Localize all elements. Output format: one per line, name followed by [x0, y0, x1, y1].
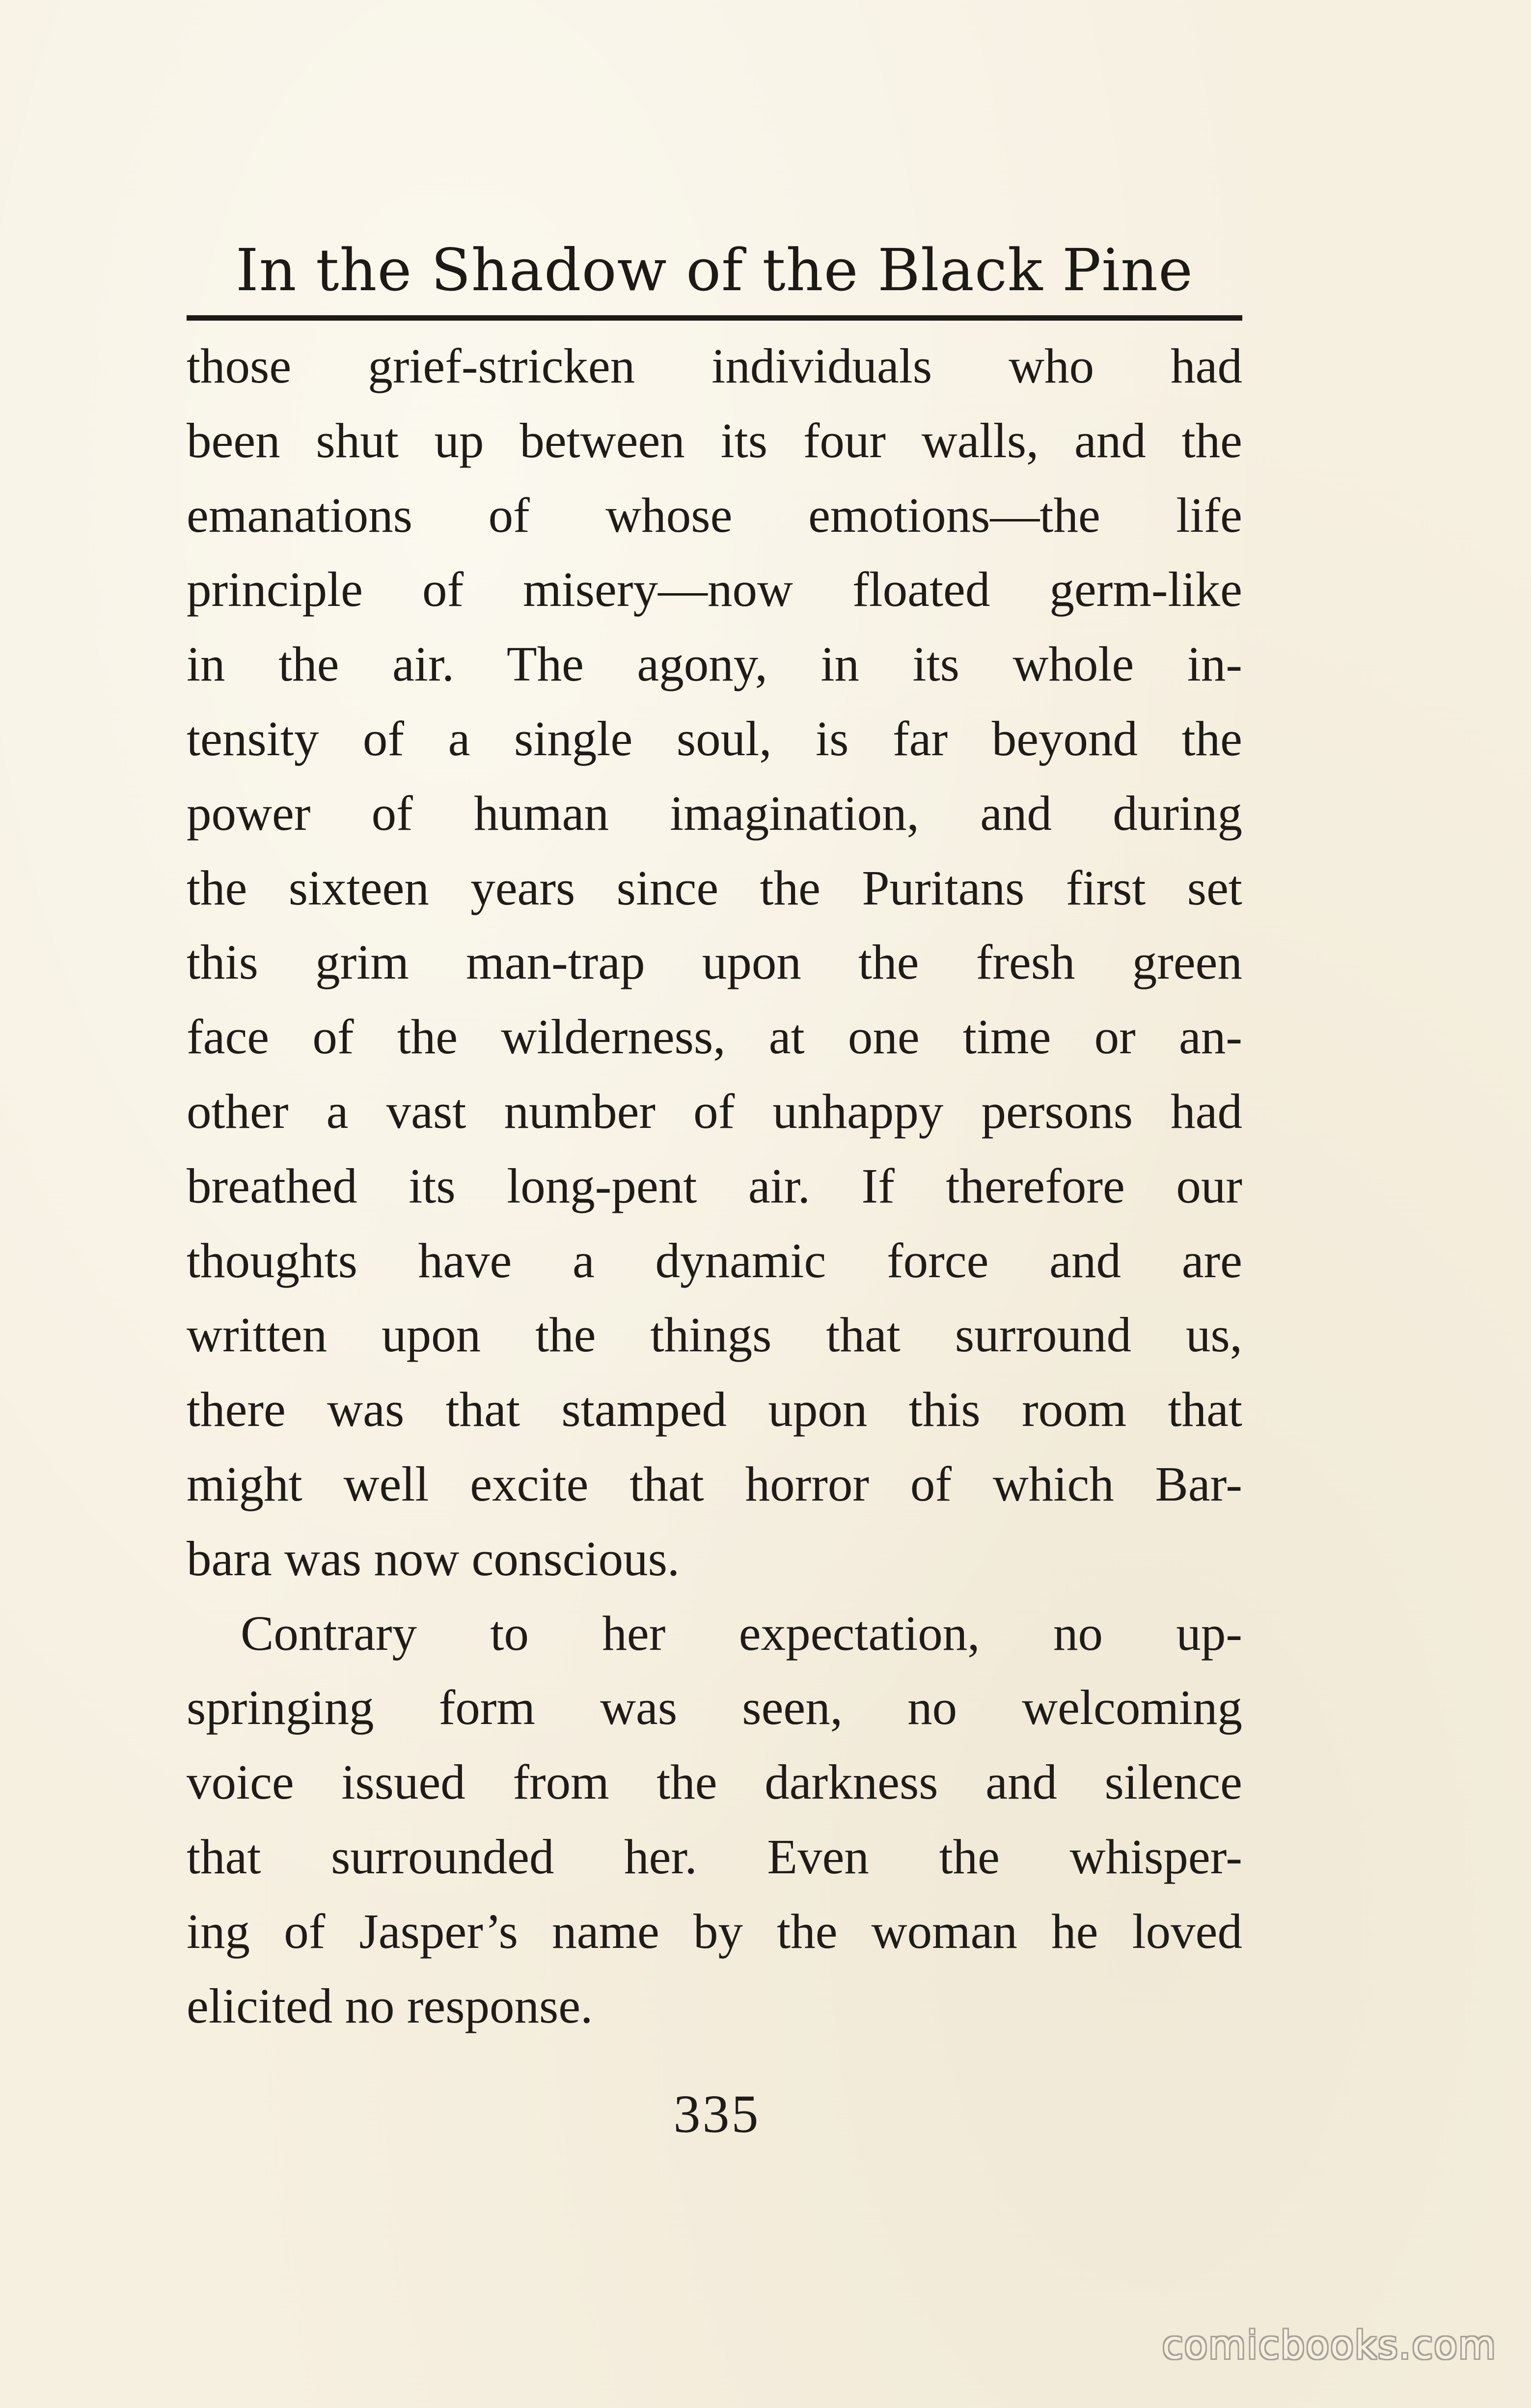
text-line: power of human imagination, and during [187, 785, 1242, 841]
text-line: this grim man-trap upon the fresh green [187, 934, 1242, 990]
text-line: bara was now conscious. [187, 1531, 680, 1586]
text-line: face of the wilderness, at one time or an- [187, 1009, 1242, 1065]
text-line: written upon the things that surround us, [187, 1307, 1242, 1363]
running-head: In the Shadow of the Black Pine [236, 236, 1193, 304]
text-line: been shut up between its four walls, and the [187, 412, 1242, 468]
paragraph [187, 329, 1242, 1596]
text-line: principle of misery—now floated germ-like [187, 562, 1242, 617]
text-line: breathed its long-pent air. If therefore our [187, 1158, 1242, 1213]
text-line: those grief-stricken individuals who had [187, 338, 1242, 393]
text-line: voice issued from the darkness and silence [187, 1754, 1242, 1810]
watermark: comicbooks.com [1162, 2324, 1497, 2368]
paragraph [187, 1596, 1242, 2044]
text-line: springing form was seen, no welcoming [187, 1680, 1242, 1735]
text-line: thoughts have a dynamic force and are [187, 1232, 1242, 1288]
text-line: other a vast number of unhappy persons had [187, 1083, 1242, 1139]
page-number: 335 [673, 2084, 761, 2144]
text-line: there was that stamped upon this room that [187, 1382, 1242, 1437]
text-line: in the air. The agony, in its whole in- [187, 636, 1242, 692]
text-line: that surrounded her. Even the whisper- [187, 1829, 1242, 1884]
text-line: might well excite that horror of which Bar- [187, 1456, 1242, 1511]
text-line: ing of Jasper’s name by the woman he loved [187, 1903, 1242, 1959]
text-line: Contrary to her expectation, no up- [241, 1605, 1242, 1661]
head-rule [187, 315, 1242, 321]
body-text [187, 329, 1242, 2043]
text-line: emanations of whose emotions—the life [187, 487, 1242, 543]
text-line: the sixteen years since the Puritans first set [187, 860, 1242, 915]
text-line: tensity of a single soul, is far beyond the [187, 711, 1242, 766]
text-line: elicited no response. [187, 1978, 593, 2033]
